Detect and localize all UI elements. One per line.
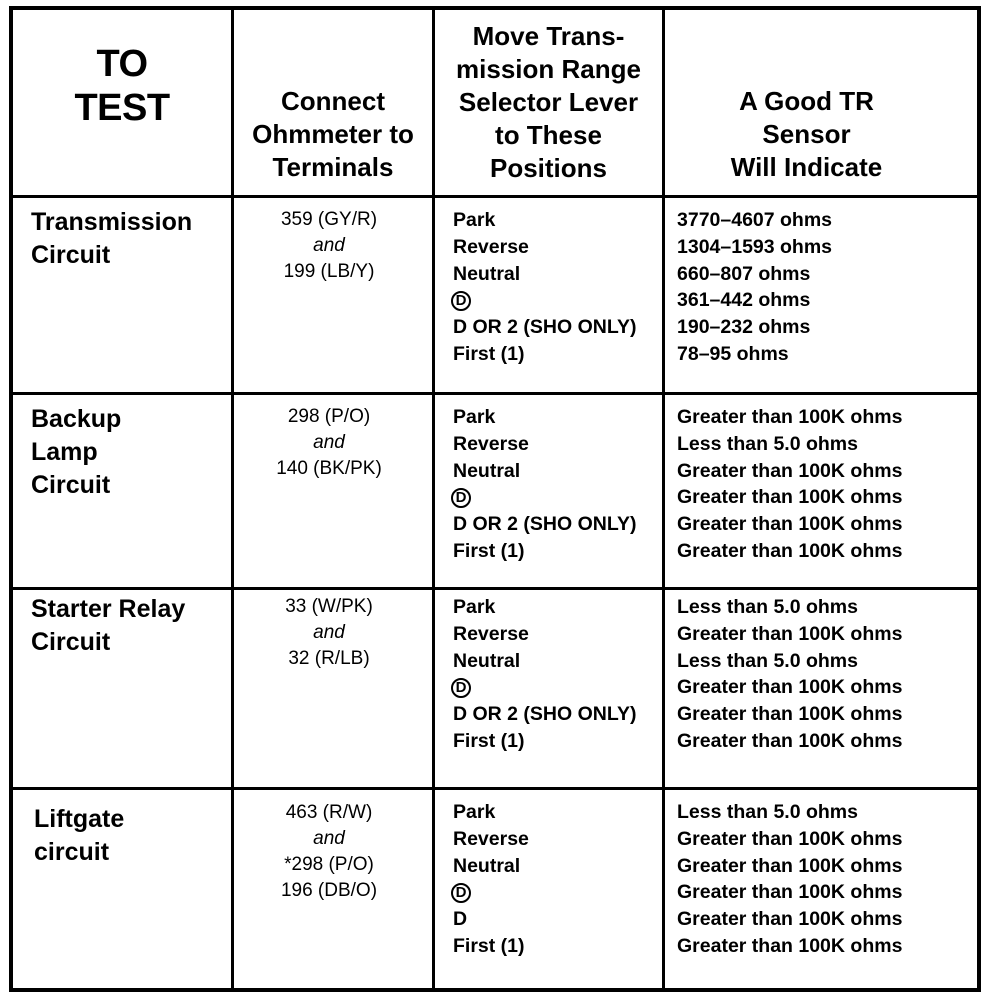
test-name-line: Circuit bbox=[31, 241, 111, 269]
circled-d-icon: D bbox=[451, 291, 471, 311]
position-item: Neutral bbox=[453, 262, 521, 285]
reading-item: Greater than 100K ohms bbox=[677, 406, 903, 428]
reading-item: Greater than 100K ohms bbox=[677, 729, 903, 752]
positions-starter-relay bbox=[453, 594, 636, 755]
circled-d-icon: D bbox=[451, 488, 471, 508]
terminal-value: 199 (LB/Y) bbox=[283, 261, 375, 282]
terminal-conjunction: and bbox=[313, 622, 345, 643]
test-name-line: Lamp bbox=[31, 438, 98, 466]
reading-item: Greater than 100K ohms bbox=[677, 513, 903, 536]
positions-liftgate bbox=[453, 799, 529, 960]
terminal-value: 140 (BK/PK) bbox=[276, 458, 382, 479]
reading-item: Greater than 100K ohms bbox=[677, 881, 903, 904]
header-connect-line: Connect bbox=[281, 85, 385, 116]
position-item: Reverse bbox=[453, 827, 529, 850]
circled-d-icon: D bbox=[451, 883, 471, 903]
header-will-indicate bbox=[665, 83, 948, 185]
position-item-overdrive bbox=[453, 287, 636, 314]
terminal-value: 196 (DB/O) bbox=[280, 880, 378, 901]
test-name-line: Circuit bbox=[31, 471, 111, 499]
row-divider bbox=[11, 587, 979, 590]
terminal-conjunction: and bbox=[313, 828, 345, 849]
test-name-line: Starter Relay bbox=[31, 595, 186, 623]
reading-item: Less than 5.0 ohms bbox=[677, 649, 858, 672]
position-item: Park bbox=[453, 209, 496, 231]
row-divider bbox=[11, 787, 979, 790]
position-item-overdrive bbox=[453, 674, 636, 701]
readings-transmission bbox=[677, 207, 832, 368]
test-name-line: Circuit bbox=[31, 628, 111, 656]
positions-backup-lamp bbox=[453, 404, 636, 565]
reading-item: 78–95 ohms bbox=[677, 342, 789, 365]
position-item: D bbox=[453, 908, 468, 931]
test-name-line: Liftgate bbox=[34, 805, 125, 833]
reading-item: 3770–4607 ohms bbox=[677, 209, 833, 231]
header-connect bbox=[234, 83, 432, 185]
header-move-lever bbox=[435, 18, 662, 186]
terminal-value: 33 (W/PK) bbox=[285, 596, 373, 617]
position-item-overdrive bbox=[453, 484, 636, 511]
terminal-value: 298 (P/O) bbox=[287, 406, 371, 427]
reading-item: 190–232 ohms bbox=[677, 316, 811, 339]
position-item: Park bbox=[453, 801, 496, 823]
position-item: Reverse bbox=[453, 622, 529, 645]
test-name-line: circuit bbox=[34, 838, 110, 866]
position-item: D OR 2 (SHO ONLY) bbox=[453, 316, 637, 339]
reading-item: Greater than 100K ohms bbox=[677, 539, 903, 562]
header-connect-line: Terminals bbox=[272, 151, 394, 182]
test-name-starter-relay bbox=[31, 593, 185, 659]
row-divider bbox=[11, 195, 979, 198]
reading-item: Less than 5.0 ohms bbox=[677, 801, 858, 823]
test-name-liftgate bbox=[34, 803, 124, 869]
position-item: First (1) bbox=[453, 539, 525, 562]
terminals-starter-relay bbox=[234, 594, 424, 672]
terminal-conjunction: and bbox=[313, 235, 345, 256]
reading-item: Greater than 100K ohms bbox=[677, 703, 903, 726]
position-item: Neutral bbox=[453, 649, 521, 672]
reading-item: 660–807 ohms bbox=[677, 262, 811, 285]
position-item-overdrive bbox=[453, 879, 529, 906]
circled-d-icon: D bbox=[451, 678, 471, 698]
terminals-liftgate bbox=[234, 800, 424, 904]
reading-item: Greater than 100K ohms bbox=[677, 486, 903, 509]
header-move-line: Positions bbox=[489, 152, 607, 183]
row-divider bbox=[11, 392, 979, 395]
reading-item: Greater than 100K ohms bbox=[677, 676, 903, 699]
readings-backup-lamp bbox=[677, 404, 902, 565]
test-name-transmission bbox=[31, 206, 192, 272]
header-to-test-line: TEST bbox=[74, 87, 170, 129]
readings-starter-relay bbox=[677, 594, 902, 755]
header-to-test-line: TO bbox=[96, 43, 148, 85]
reading-item: Greater than 100K ohms bbox=[677, 459, 903, 482]
test-name-line: Backup bbox=[31, 405, 122, 433]
reading-item: Less than 5.0 ohms bbox=[677, 596, 858, 618]
header-move-line: Selector Lever bbox=[458, 86, 639, 117]
terminal-conjunction: and bbox=[313, 432, 345, 453]
reading-item: Greater than 100K ohms bbox=[677, 827, 903, 850]
reading-item: Less than 5.0 ohms bbox=[677, 432, 858, 455]
terminals-transmission bbox=[234, 207, 424, 285]
terminal-value: 32 (R/LB) bbox=[288, 648, 370, 669]
header-move-line: to These bbox=[495, 119, 602, 150]
position-item: Park bbox=[453, 406, 496, 428]
test-name-backup-lamp bbox=[31, 403, 121, 502]
reading-item: 1304–1593 ohms bbox=[677, 235, 833, 258]
reading-item: Greater than 100K ohms bbox=[677, 908, 903, 931]
header-indicate-line: Will Indicate bbox=[730, 151, 883, 182]
test-name-line: Transmission bbox=[31, 208, 193, 236]
position-item: D OR 2 (SHO ONLY) bbox=[453, 513, 637, 536]
readings-liftgate bbox=[677, 799, 902, 960]
position-item: Reverse bbox=[453, 432, 529, 455]
header-move-line: Move Trans- bbox=[472, 20, 625, 51]
terminal-value: *298 (P/O) bbox=[284, 854, 374, 875]
position-item: First (1) bbox=[453, 342, 525, 365]
positions-transmission bbox=[453, 207, 636, 368]
reading-item: 361–442 ohms bbox=[677, 289, 811, 312]
position-item: Neutral bbox=[453, 459, 521, 482]
position-item: Neutral bbox=[453, 854, 521, 877]
header-indicate-line: A Good TR bbox=[739, 85, 874, 116]
reading-item: Greater than 100K ohms bbox=[677, 622, 903, 645]
reading-item: Greater than 100K ohms bbox=[677, 854, 903, 877]
header-connect-line: Ohmmeter to bbox=[252, 118, 414, 149]
header-indicate-line: Sensor bbox=[762, 118, 851, 149]
header-to-test bbox=[13, 42, 231, 130]
position-item: Reverse bbox=[453, 235, 529, 258]
header-move-line: mission Range bbox=[456, 53, 641, 84]
terminal-value: 359 (GY/R) bbox=[280, 209, 378, 230]
position-item: Park bbox=[453, 596, 496, 618]
terminal-value: 463 (R/W) bbox=[285, 802, 373, 823]
position-item: First (1) bbox=[453, 729, 525, 752]
reading-item: Greater than 100K ohms bbox=[677, 934, 903, 957]
position-item: D OR 2 (SHO ONLY) bbox=[453, 703, 637, 726]
position-item: First (1) bbox=[453, 934, 525, 957]
terminals-backup-lamp bbox=[234, 404, 424, 482]
